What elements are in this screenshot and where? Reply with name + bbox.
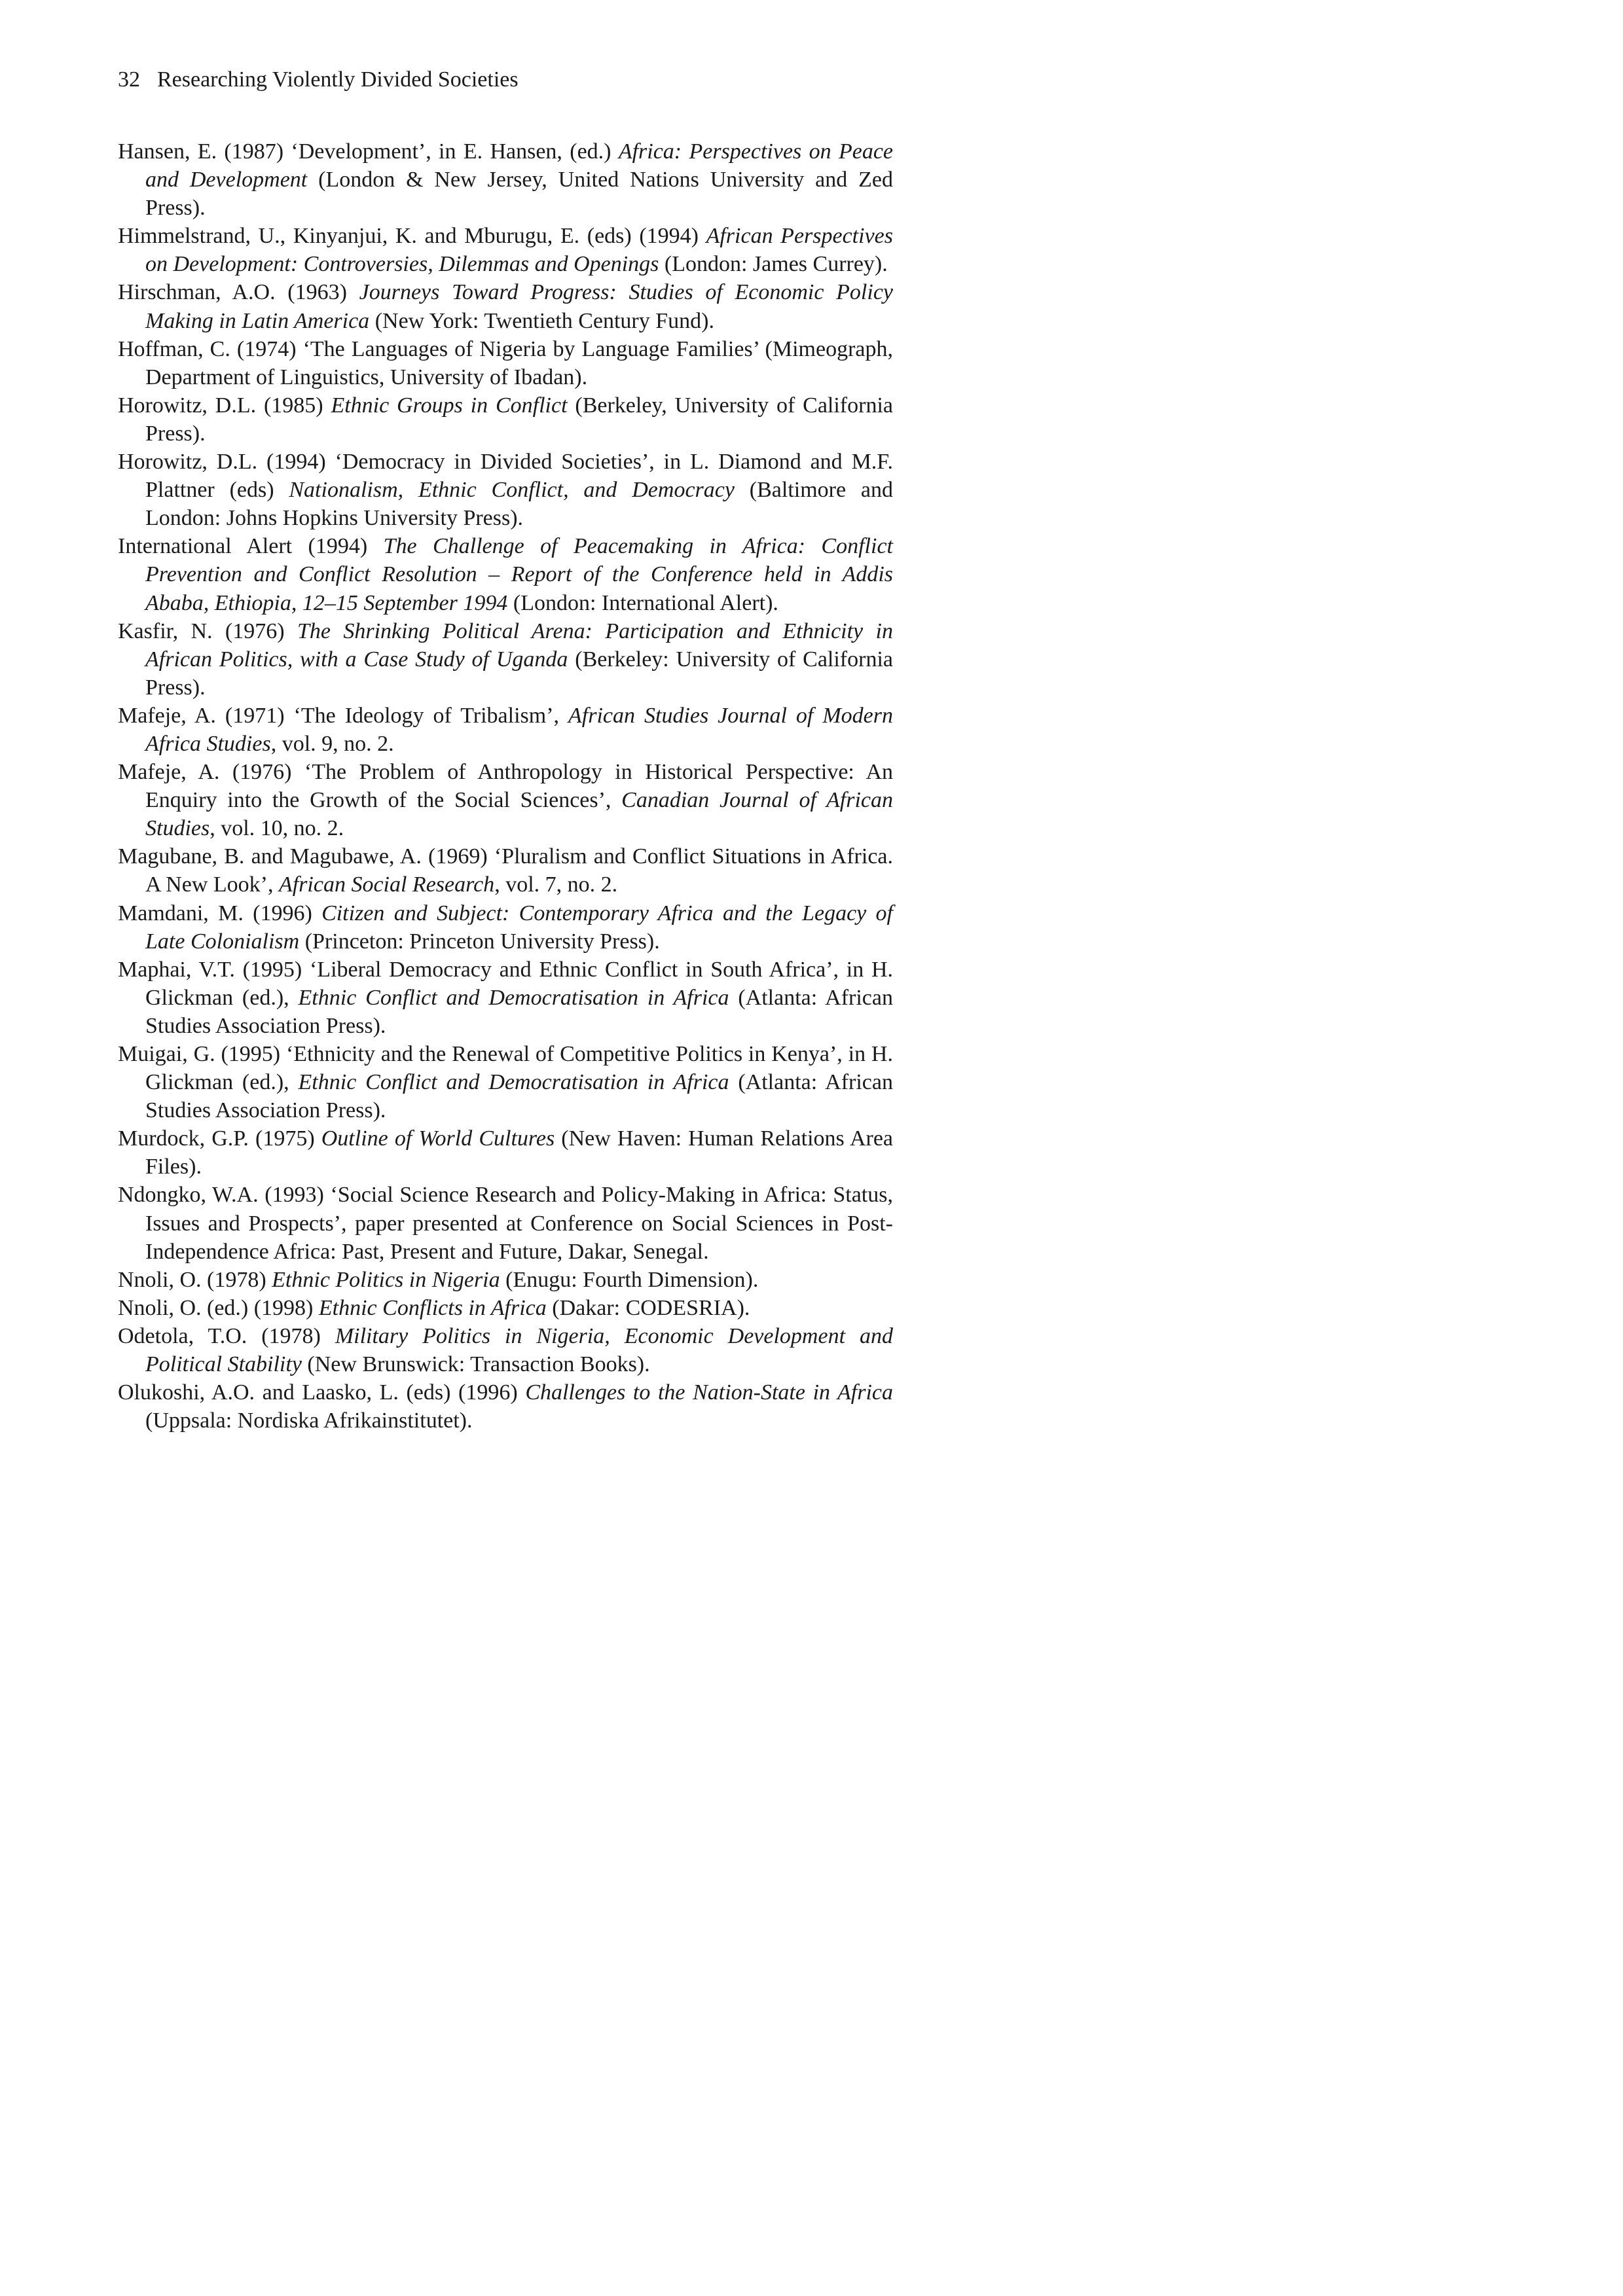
reference-publication: (Berkeley, University of California Press). <box>145 393 893 446</box>
reference-publication: (Atlanta: African Studies Association Press). <box>145 1070 893 1123</box>
reference-publication: (New Brunswick: Transaction Books). <box>301 1352 650 1377</box>
reference-lead: Horowitz, D.L. (1985) <box>118 393 331 418</box>
reference-lead: Hansen, E. (1987) ‘Development’, in E. Hansen, (ed.) <box>118 139 619 164</box>
reference-entry <box>118 1124 893 1181</box>
reference-title: The Challenge of Peacemaking in Africa: Conflict Prevention and Conflict Resolution – Report of the Conference held in Addis Ababa, Ethiopia, 12–15 September 1994 <box>145 534 893 615</box>
reference-lead: Magubane, B. and Magubawe, A. (1969) ‘Pluralism and Conflict Situations in Africa. A New Look’, <box>118 844 893 897</box>
reference-entry <box>118 335 893 391</box>
reference-publication: (New Haven: Human Relations Area Files). <box>145 1126 894 1179</box>
reference-entry <box>118 1040 893 1124</box>
reference-title: Nationalism, Ethnic Conflict, and Democracy <box>289 478 735 503</box>
reference-entry <box>118 899 893 956</box>
reference-entry <box>118 448 893 532</box>
reference-publication: , vol. 7, no. 2. <box>494 872 618 897</box>
page-number: 32 <box>118 67 140 92</box>
reference-title: Ethnic Conflict and Democratisation in Africa <box>298 1070 729 1095</box>
running-head <box>118 65 519 94</box>
reference-publication: (London & New Jersey, United Nations University and Zed Press). <box>145 168 893 221</box>
reference-lead: Kasfir, N. (1976) <box>118 619 297 643</box>
reference-title: Challenges to the Nation-State in Africa <box>525 1380 893 1405</box>
reference-title: Ethnic Politics in Nigeria <box>272 1267 500 1292</box>
reference-lead: Mamdani, M. (1996) <box>118 901 322 925</box>
reference-entry <box>118 1266 893 1294</box>
reference-title: African Studies Journal of Modern Africa Studies <box>145 703 894 756</box>
reference-publication: (London: James Currey). <box>659 252 888 277</box>
reference-entry <box>118 1294 893 1322</box>
reference-publication: (Dakar: CODESRIA). <box>546 1295 750 1320</box>
reference-lead: Murdock, G.P. (1975) <box>118 1126 321 1151</box>
reference-entry <box>118 1322 893 1378</box>
reference-entry <box>118 532 893 617</box>
reference-lead: Horowitz, D.L. (1994) ‘Democracy in Divided Societies’, in L. Diamond and M.F. Plattner (eds) <box>118 450 893 503</box>
reference-title: Journeys Toward Progress: Studies of Economic Policy Making in Latin America <box>145 280 893 333</box>
reference-publication: , vol. 10, no. 2. <box>210 816 344 841</box>
reference-entry <box>118 222 893 278</box>
reference-list <box>118 137 893 1435</box>
reference-lead: Himmelstrand, U., Kinyanjui, K. and Mburugu, E. (eds) (1994) <box>118 224 706 249</box>
reference-lead: Odetola, T.O. (1978) <box>118 1323 335 1348</box>
reference-title: African Social Research <box>278 872 495 897</box>
reference-publication: (Enugu: Fourth Dimension). <box>500 1267 759 1292</box>
reference-title: Ethnic Groups in Conflict <box>331 393 568 418</box>
reference-lead: Mafeje, A. (1976) ‘The Problem of Anthropology in Historical Perspective: An Enquiry into the Growth of the Social Sciences’, <box>118 760 893 813</box>
reference-title: Ethnic Conflict and Democratisation in Africa <box>298 985 729 1010</box>
reference-lead: Olukoshi, A.O. and Laasko, L. (eds) (1996) <box>118 1380 526 1405</box>
reference-lead: Ndongko, W.A. (1993) ‘Social Science Research and Policy-Making in Africa: Status, Issues and Prospects’, paper presented at Conference on Social Sciences in Post-Independence Africa: Past, Present and Future, Dakar, Senegal. <box>118 1183 893 1264</box>
reference-title: Military Politics in Nigeria, Economic Development and Political Stability <box>145 1323 893 1377</box>
running-title: Researching Violently Divided Societies <box>157 67 519 92</box>
reference-publication: (Princeton: Princeton University Press). <box>299 929 660 954</box>
reference-title: Canadian Journal of African Studies <box>145 788 893 841</box>
reference-entry <box>118 137 893 222</box>
reference-entry <box>118 842 893 899</box>
reference-entry <box>118 617 893 702</box>
reference-title: Outline of World Cultures <box>321 1126 555 1151</box>
reference-lead: Maphai, V.T. (1995) ‘Liberal Democracy and Ethnic Conflict in South Africa’, in H. Glickman (ed.), <box>118 957 893 1010</box>
reference-entry <box>118 702 893 758</box>
reference-title: Citizen and Subject: Contemporary Africa and the Legacy of Late Colonialism <box>145 901 893 954</box>
reference-entry <box>118 391 893 448</box>
reference-entry <box>118 1181 893 1265</box>
reference-lead: Mafeje, A. (1971) ‘The Ideology of Tribalism’, <box>118 703 569 728</box>
reference-publication: (Berkeley: University of California Press). <box>145 647 893 700</box>
reference-lead: Hirschman, A.O. (1963) <box>118 280 359 305</box>
reference-publication: (Atlanta: African Studies Association Press). <box>145 985 893 1038</box>
reference-lead: Nnoli, O. (1978) <box>118 1267 272 1292</box>
reference-entry <box>118 1378 893 1435</box>
reference-lead: International Alert (1994) <box>118 534 384 559</box>
reference-lead: Nnoli, O. (ed.) (1998) <box>118 1295 319 1320</box>
reference-publication: (Baltimore and London: Johns Hopkins University Press). <box>145 478 893 531</box>
reference-title: Ethnic Conflicts in Africa <box>318 1295 547 1320</box>
reference-publication: (Uppsala: Nordiska Afrikainstitutet). <box>145 1408 473 1433</box>
reference-title: The Shrinking Political Arena: Participation and Ethnicity in African Politics, with a Case Study of Uganda <box>145 619 893 672</box>
reference-entry <box>118 956 893 1040</box>
reference-publication: (London: International Alert). <box>507 590 778 615</box>
reference-publication: , vol. 9, no. 2. <box>270 731 394 756</box>
reference-publication: (New York: Twentieth Century Fund). <box>369 308 714 333</box>
reference-entry <box>118 758 893 842</box>
reference-title: African Perspectives on Development: Controversies, Dilemmas and Openings <box>145 224 893 277</box>
reference-lead: Hoffman, C. (1974) ‘The Languages of Nigeria by Language Families’ (Mimeograph, Department of Linguistics, University of Ibadan). <box>118 336 893 389</box>
reference-title: Africa: Perspectives on Peace and Development <box>145 139 894 192</box>
reference-lead: Muigai, G. (1995) ‘Ethnicity and the Renewal of Competitive Politics in Kenya’, in H. Glickman (ed.), <box>118 1042 893 1095</box>
reference-entry <box>118 278 893 334</box>
